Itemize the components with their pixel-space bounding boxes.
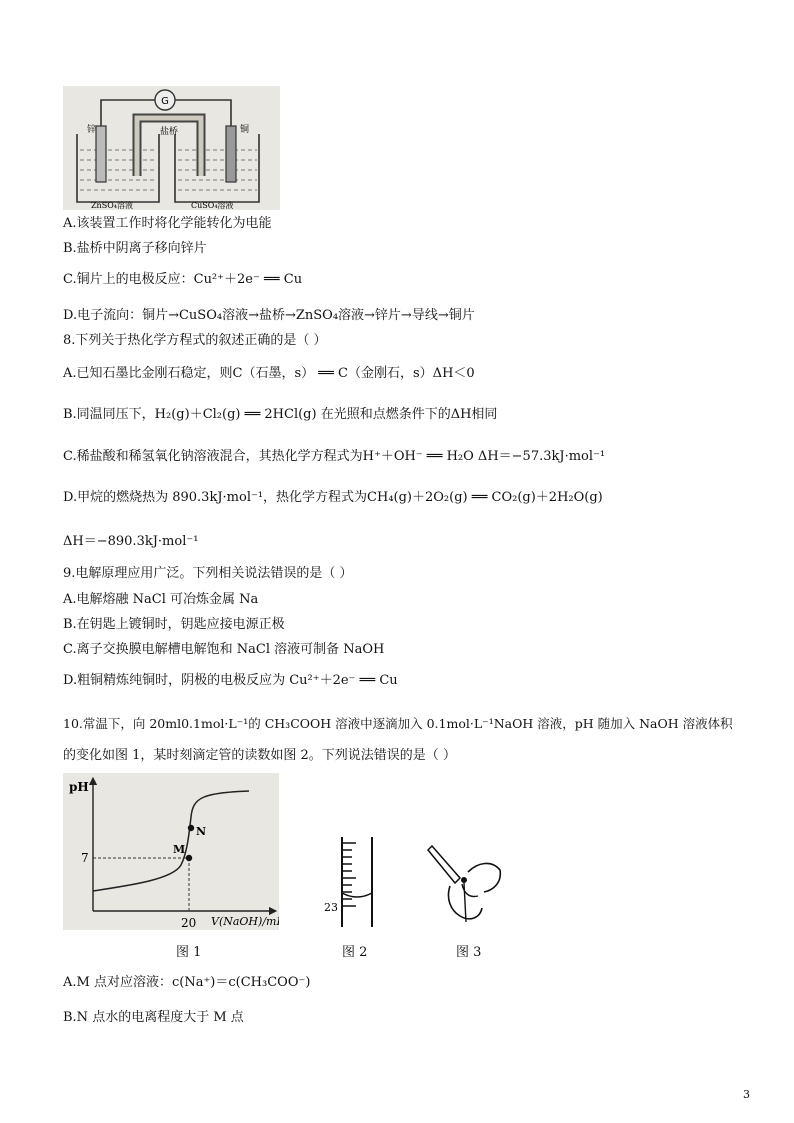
- left-beaker: [77, 134, 159, 202]
- figure2-caption: 图 2: [342, 945, 368, 960]
- right-solution-label: CuSO₄溶液: [191, 201, 234, 210]
- hand-drawing: [420, 842, 510, 930]
- galvanic-cell-drawing: [63, 86, 280, 210]
- copper-electrode: [226, 126, 236, 182]
- q7-option-a: A.该装置工作时将化学能转化为电能: [63, 216, 272, 231]
- q10-stem-line2: 的变化如图 1，某时刻滴定管的读数如图 2。下列说法错误的是（ ）: [63, 748, 456, 763]
- page-number: 3: [743, 1088, 750, 1101]
- left-solution-label: ZnSO₄溶液: [91, 201, 133, 210]
- y-tick-7: 7: [81, 851, 89, 865]
- point-n-label: N: [196, 825, 207, 838]
- hand-burette-figure: [420, 842, 510, 930]
- x-axis-label: V(NaOH)/mL: [211, 915, 279, 928]
- q9-option-a: A.电解熔融 NaCl 可冶炼金属 Na: [63, 592, 259, 607]
- point-m-label: M: [173, 843, 186, 856]
- q8-stem: 8.下列关于热化学方程式的叙述正确的是（ ）: [63, 333, 327, 348]
- q10-option-a: A.M 点对应溶液：c(Na⁺)＝c(CH₃COO⁻): [63, 975, 311, 990]
- burette-figure: [322, 835, 382, 930]
- titration-curve-figure: [63, 773, 279, 930]
- q7-option-b: B.盐桥中阴离子移向锌片: [63, 241, 207, 256]
- ph-curve: [93, 791, 249, 891]
- burette-reading-label: 23: [324, 901, 338, 914]
- q8-option-c: C.稀盐酸和稀氢氧化钠溶液混合，其热化学方程式为H⁺＋OH⁻ ══ H₂O ΔH＝−57.3kJ·mol⁻¹: [63, 449, 606, 464]
- copper-label: 铜: [240, 125, 250, 135]
- q8-option-b: B.同温同压下，H₂(g)＋Cl₂(g) ══ 2HCl(g) 在光照和点燃条件下的ΔH相同: [63, 407, 498, 422]
- point-m: [186, 855, 192, 861]
- figure1-caption: 图 1: [176, 945, 202, 960]
- q7-option-d: D.电子流向：铜片→CuSO₄溶液→盐桥→ZnSO₄溶液→锌片→导线→铜片: [63, 308, 475, 323]
- q9-stem: 9.电解原理应用广泛。下列相关说法错误的是（ ）: [63, 566, 353, 581]
- figure3-caption: 图 3: [456, 945, 482, 960]
- q10-stem-line1: 10.常温下，向 20ml0.1mol·L⁻¹的 CH₃COOH 溶液中逐滴加入 0.1mol·L⁻¹NaOH 溶液，pH 随加入 NaOH 溶液体积: [63, 716, 733, 731]
- burette-drawing: [322, 835, 382, 930]
- galvanometer-label: G: [161, 96, 169, 107]
- y-axis-label: pH: [69, 780, 89, 794]
- galvanic-cell-figure: [63, 86, 280, 210]
- q9-option-d: D.粗铜精炼纯铜时，阴极的电极反应为 Cu²⁺＋2e⁻ ══ Cu: [63, 673, 398, 688]
- q8-option-d: D.甲烷的燃烧热为 890.3kJ·mol⁻¹，热化学方程式为CH₄(g)＋2O₂(g) ══ CO₂(g)＋2H₂O(g): [63, 490, 603, 505]
- q10-option-b: B.N 点水的电离程度大于 M 点: [63, 1010, 244, 1025]
- meniscus: [342, 893, 372, 897]
- right-beaker: [175, 134, 259, 202]
- point-n: [188, 825, 194, 831]
- q8-option-a: A.已知石墨比金刚石稳定，则C（石墨，s） ══ C（金刚石，s）ΔH＜0: [63, 366, 475, 381]
- zinc-electrode: [96, 126, 106, 182]
- q9-option-b: B.在钥匙上镀铜时，钥匙应接电源正极: [63, 617, 285, 632]
- q7-option-c: C.铜片上的电极反应：Cu²⁺＋2e⁻ ══ Cu: [63, 272, 303, 287]
- q9-option-c: C.离子交换膜电解槽电解饱和 NaCl 溶液可制备 NaOH: [63, 642, 385, 657]
- x-tick-20: 20: [181, 916, 197, 930]
- zinc-label: 锌: [87, 125, 97, 135]
- q8-option-d-cont: ΔH＝−890.3kJ·mol⁻¹: [63, 534, 199, 549]
- salt-bridge-label: 盐桥: [159, 127, 179, 137]
- titration-curve-drawing: [63, 773, 279, 930]
